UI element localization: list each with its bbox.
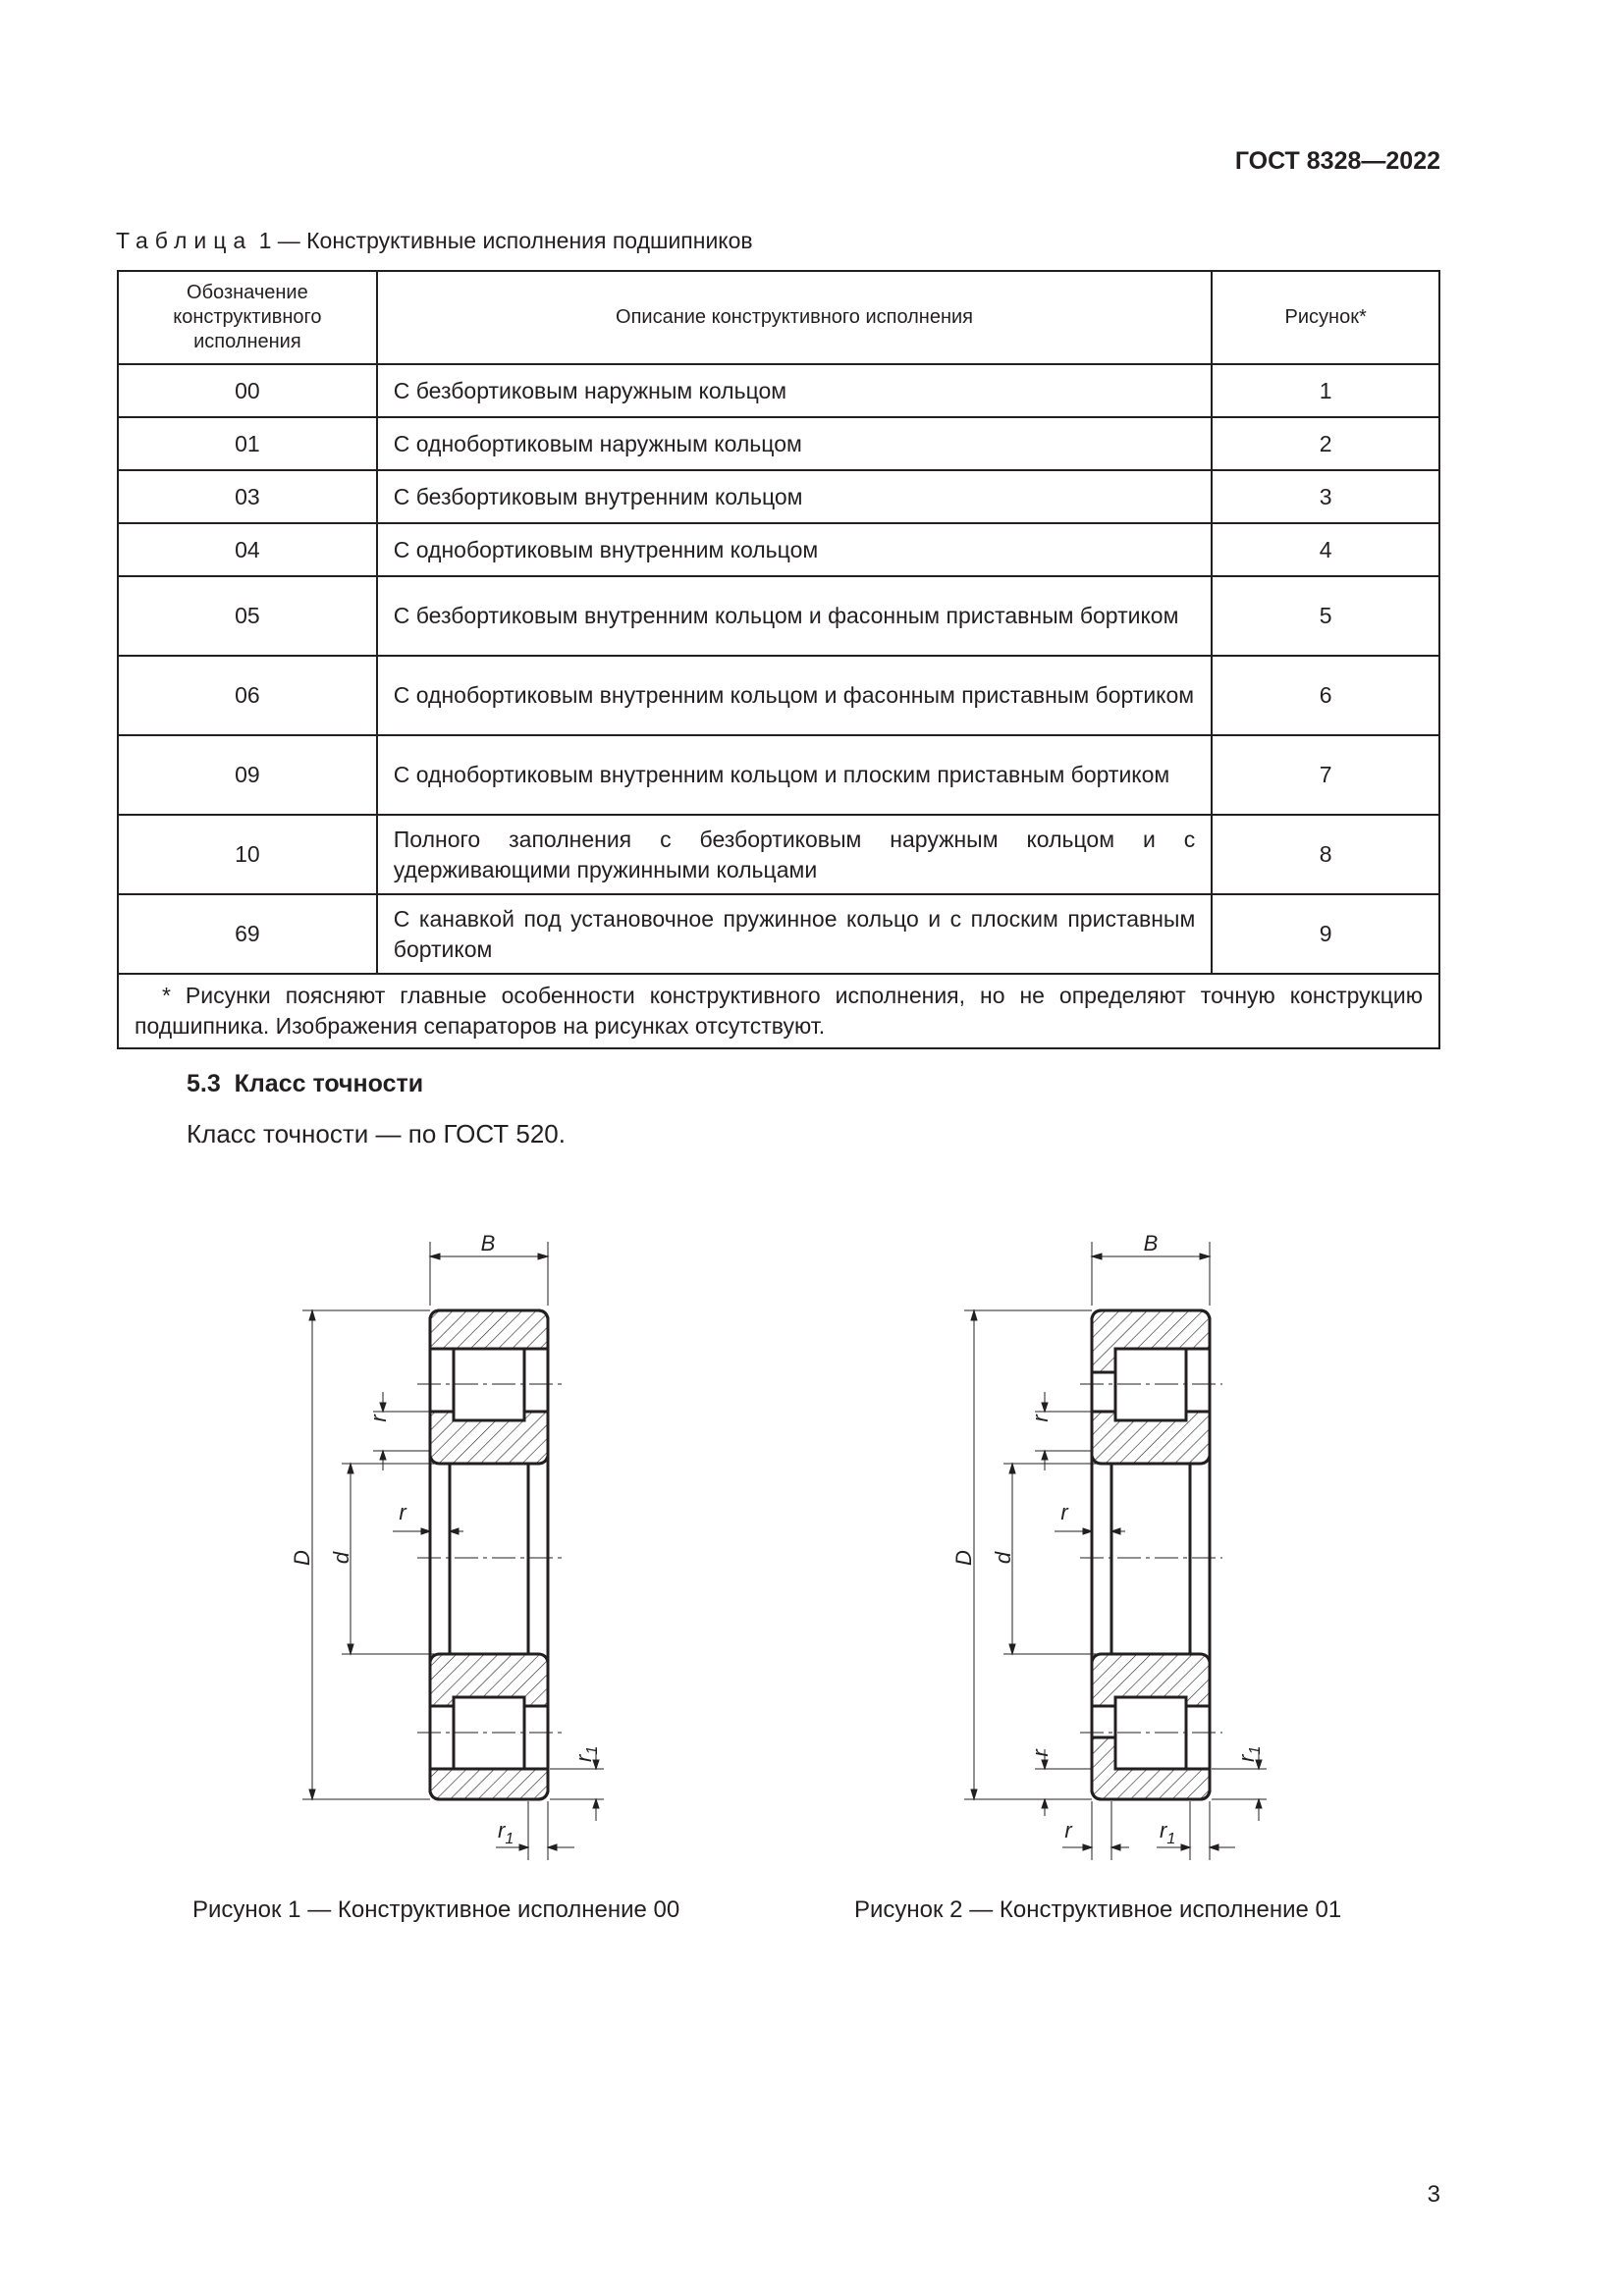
row-description: С однобортиковым внутренним кольцом и плоским приставным бортиком: [377, 735, 1213, 815]
fig2-label-r-mid: r: [1060, 1500, 1068, 1524]
table-row: [118, 417, 1439, 470]
row-figure: 7: [1212, 735, 1439, 815]
row-code: 04: [118, 523, 377, 576]
figure-2-drawing: [943, 1217, 1276, 1875]
fig2-label-r1-bottom: [1160, 1818, 1175, 1847]
row-description: С безбортиковым внутренним кольцом: [377, 470, 1213, 523]
figure-1-caption: Рисунок 1 — Конструктивное исполнение 00: [192, 1896, 680, 1923]
row-figure: 6: [1212, 656, 1439, 735]
row-figure: 2: [1212, 417, 1439, 470]
fig1-label-d: d: [329, 1551, 353, 1565]
row-code: 69: [118, 894, 377, 974]
bearing-designs-table: [117, 270, 1440, 1049]
table-caption-label: Таблица: [116, 228, 253, 253]
fig1-label-r1-bottom-r: r: [498, 1818, 506, 1842]
fig2-label-r1-bottom-sub: 1: [1166, 1831, 1176, 1847]
row-description: С безбортиковым внутренним кольцом и фасонным приставным бортиком: [377, 576, 1213, 656]
fig1-label-r-top: r: [366, 1415, 391, 1422]
fig1-label-r1-bottom: [498, 1818, 514, 1847]
fig2-label-B: B: [1143, 1231, 1159, 1255]
table-row: [118, 364, 1439, 417]
row-code: 05: [118, 576, 377, 656]
row-figure: 4: [1212, 523, 1439, 576]
fig2-label-r-lower: r: [1028, 1749, 1053, 1757]
figure-1-drawing: [285, 1217, 599, 1875]
table-row: [118, 894, 1439, 974]
row-code: 03: [118, 470, 377, 523]
table-row: [118, 735, 1439, 815]
header-description: Описание конструктивного исполнения: [377, 271, 1213, 364]
fig2-label-r-top: r: [1028, 1415, 1053, 1422]
row-description: С однобортиковым внутренним кольцом: [377, 523, 1213, 576]
table-header-row: [118, 271, 1439, 364]
fig2-label-r1-right-sub: 1: [1247, 1745, 1264, 1755]
fig2-label-r1-bottom-r: r: [1160, 1818, 1167, 1842]
table-row: [118, 656, 1439, 735]
fig1-label-D: D: [290, 1550, 314, 1566]
row-figure: 5: [1212, 576, 1439, 656]
fig2-label-d: d: [991, 1551, 1015, 1565]
document-number-header: ГОСТ 8328—2022: [1234, 147, 1440, 175]
table-caption: [116, 228, 753, 254]
table-row: [118, 523, 1439, 576]
table-footnote-text: * Рисунки поясняют главные особенности конструктивного исполнения, но не определяют точную конструкцию подшипника. Изображения сепараторов на рисунках отсутствуют.: [135, 983, 1423, 1039]
fig2-outer-ring-bottom: [1092, 1737, 1210, 1799]
section-paragraph: Класс точности — по ГОСТ 520.: [187, 1119, 566, 1148]
row-code: 00: [118, 364, 377, 417]
row-code: 10: [118, 815, 377, 894]
row-code: 01: [118, 417, 377, 470]
page-number: 3: [1427, 2181, 1440, 2208]
fig2-label-r1-right-r: r: [1234, 1754, 1259, 1762]
header-figure: Рисунок*: [1212, 271, 1439, 364]
table-row: [118, 470, 1439, 523]
header-code: Обозначение конструктивного исполнения: [118, 271, 377, 364]
fig1-label-B: B: [480, 1231, 496, 1255]
section-number: 5.3: [187, 1070, 221, 1097]
row-figure: 3: [1212, 470, 1439, 523]
row-description: С канавкой под установочное пружинное кольцо и с плоским приставным бортиком: [377, 894, 1213, 974]
fig2-inner-ring-top: [1092, 1412, 1210, 1464]
fig1-label-r1-right-sub: 1: [584, 1745, 601, 1755]
table-footnote-row: [118, 974, 1439, 1048]
fig1-outer-ring-bottom: [430, 1769, 548, 1799]
table-row: [118, 576, 1439, 656]
fig1-label-r-mid: r: [399, 1500, 406, 1524]
row-description: Полного заполнения с безбортиковым наружным кольцом и с удерживающими пружинными кольцами: [377, 815, 1213, 894]
table-footnote: [118, 974, 1439, 1048]
fig1-inner-ring-top: [430, 1412, 548, 1464]
row-description: С однобортиковым наружным кольцом: [377, 417, 1213, 470]
fig1-label-r1-right-r: r: [571, 1754, 596, 1762]
row-code: 09: [118, 735, 377, 815]
fig2-outer-ring-top: [1092, 1310, 1210, 1372]
fig1-outer-ring-top: [430, 1310, 548, 1349]
fig1-label-r1-bottom-sub: 1: [505, 1831, 514, 1847]
row-description: С однобортиковым внутренним кольцом и фасонным приставным бортиком: [377, 656, 1213, 735]
figure-2-caption: Рисунок 2 — Конструктивное исполнение 01: [854, 1896, 1342, 1923]
section-title: Класс точности: [234, 1070, 424, 1097]
row-code: 06: [118, 656, 377, 735]
row-description: С безбортиковым наружным кольцом: [377, 364, 1213, 417]
fig2-label-r-bottom: r: [1064, 1818, 1072, 1842]
fig2-label-D: D: [951, 1550, 976, 1566]
table-row: [118, 815, 1439, 894]
section-heading: [187, 1070, 423, 1098]
row-figure: 1: [1212, 364, 1439, 417]
row-figure: 8: [1212, 815, 1439, 894]
table-caption-title: 1 — Конструктивные исполнения подшипников: [252, 228, 753, 253]
row-figure: 9: [1212, 894, 1439, 974]
